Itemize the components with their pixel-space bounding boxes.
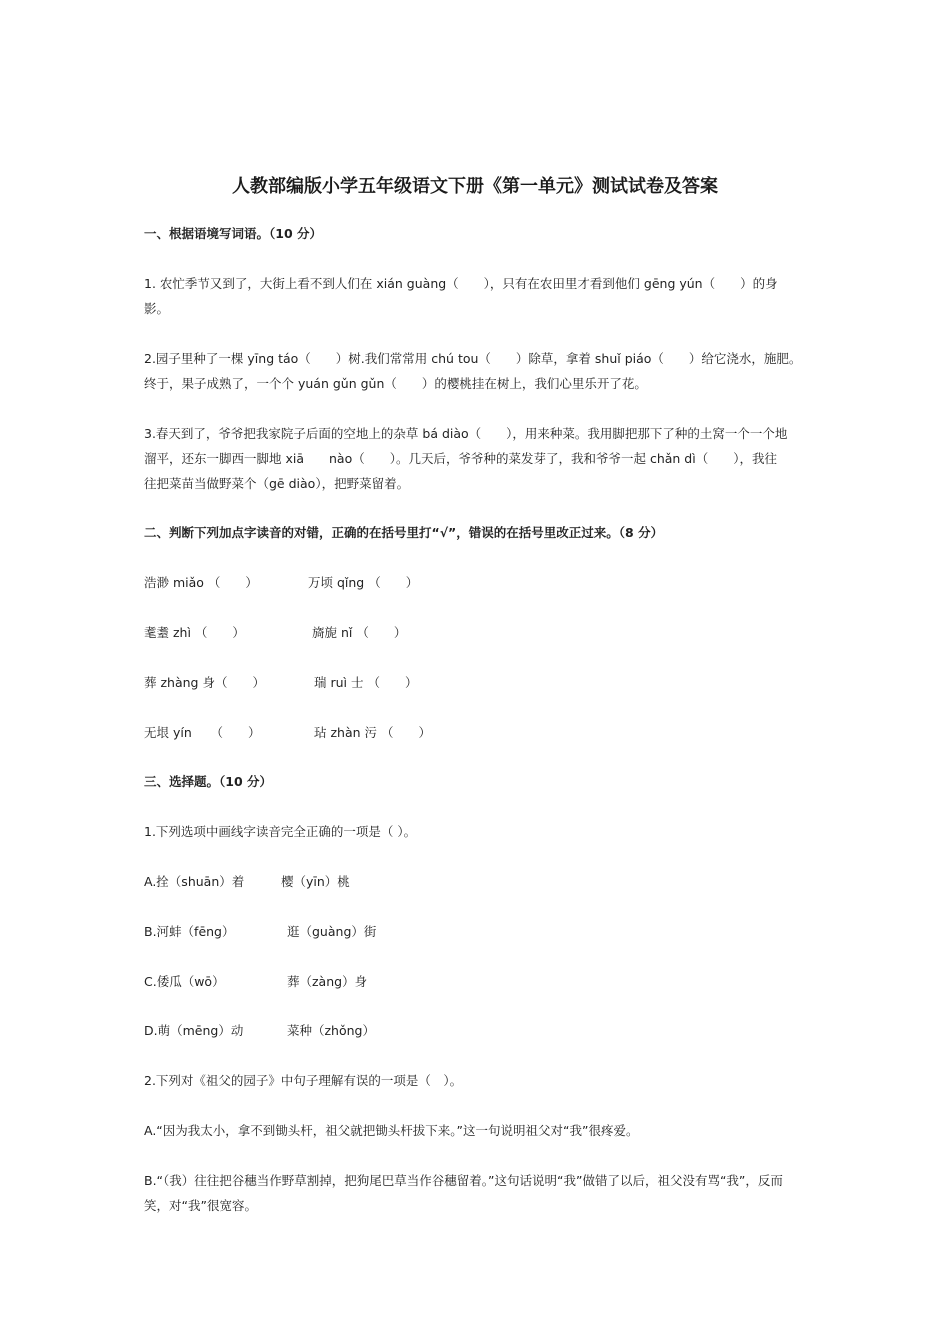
section3-q1-optionA-right: 樱（yīn）桃 (281, 874, 350, 889)
section2-row3-right: 瑞 ruì 士 （ ） (314, 675, 418, 690)
section3-q1-optionD-left: D.萌（mēng）动 (144, 1023, 244, 1038)
section1-q2-line1: 2.园子里种了一棵 yīng táo（ ）树.我们常常用 chú tou（ ）除草，拿着 shuǐ piáo（ ）给它浇水，施肥。 (144, 351, 802, 366)
section2-row1-left: 浩渺 miǎo （ ） (144, 575, 258, 590)
section1-q2-line2: 终于，果子成熟了，一个个 yuán gǔn gǔn（ ）的樱桃挂在树上，我们心里乐开了花。 (144, 376, 647, 391)
section1-q3-line2: 溜平，还东一脚西一脚地 xiā nào（ ）。几天后，爷爷种的菜发芽了，我和爷爷一起 chǎn dì（ ），我往 (144, 451, 777, 466)
document-title: 人教部编版小学五年级语文下册《第一单元》测试试卷及答案 (232, 176, 718, 197)
section3-q1-optionC-left: C.倭瓜（wō） (144, 974, 225, 989)
section3-q1-optionC-right: 葬（zàng）身 (287, 974, 368, 989)
section1-q1-line2: 影。 (144, 301, 170, 316)
section2-row2-left: 耄耋 zhì （ ） (144, 625, 245, 640)
section1-q1-line1: 1. 农忙季节又到了，大街上看不到人们在 xián guàng（ ），只有在农田里才看到他们 gēng yún（ ）的身 (144, 276, 778, 291)
section2-row2-right: 旖旎 nǐ （ ） (312, 625, 407, 640)
section2-row3-left: 葬 zhàng 身（ ） (144, 675, 265, 690)
section3-heading: 三、选择题。（10 分） (144, 774, 272, 789)
section3-q2-optionB-line2: 笑，对“我”很宽容。 (144, 1198, 257, 1213)
section2-heading: 二、判断下列加点字读音的对错，正确的在括号里打“√”，错误的在括号里改正过来。（8 分） (144, 525, 664, 540)
section2-row4-left: 无垠 yín （ ） (144, 725, 261, 740)
section3-q1-stem: 1.下列选项中画线字读音完全正确的一项是（ ）。 (144, 824, 417, 839)
section3-q2-optionA: A.“因为我太小，拿不到锄头杆，祖父就把锄头杆拔下来。”这一句说明祖父对“我”很疼爱。 (144, 1123, 639, 1138)
section3-q2-stem: 2.下列对《祖父的园子》中句子理解有误的一项是（ ）。 (144, 1073, 463, 1088)
section1-q3-line1: 3.春天到了，爷爷把我家院子后面的空地上的杂草 bá diào（ ），用来种菜。我用脚把那下了种的土窝一个一个地 (144, 426, 788, 441)
section3-q1-optionB-right: 逛（guàng）街 (287, 924, 377, 939)
section2-row1-right: 万顷 qǐng （ ） (308, 575, 419, 590)
section3-q1-optionA-left: A.拴（shuān）着 (144, 874, 245, 889)
section1-heading: 一、根据语境写词语。（10 分） (144, 226, 322, 241)
section2-row4-right: 玷 zhàn 污 （ ） (314, 725, 431, 740)
section3-q2-optionB-line1: B.“（我）往往把谷穗当作野草割掉，把狗尾巴草当作谷穗留着。”这句话说明“我”做错了以后，祖父没有骂“我”，反而 (144, 1173, 783, 1188)
section3-q1-optionD-right: 菜种（zhǒng） (287, 1023, 375, 1038)
section1-q3-line3: 往把菜苗当做野菜个（gē diào），把野菜留着。 (144, 476, 410, 491)
section3-q1-optionB-left: B.河蚌（fēng） (144, 924, 235, 939)
